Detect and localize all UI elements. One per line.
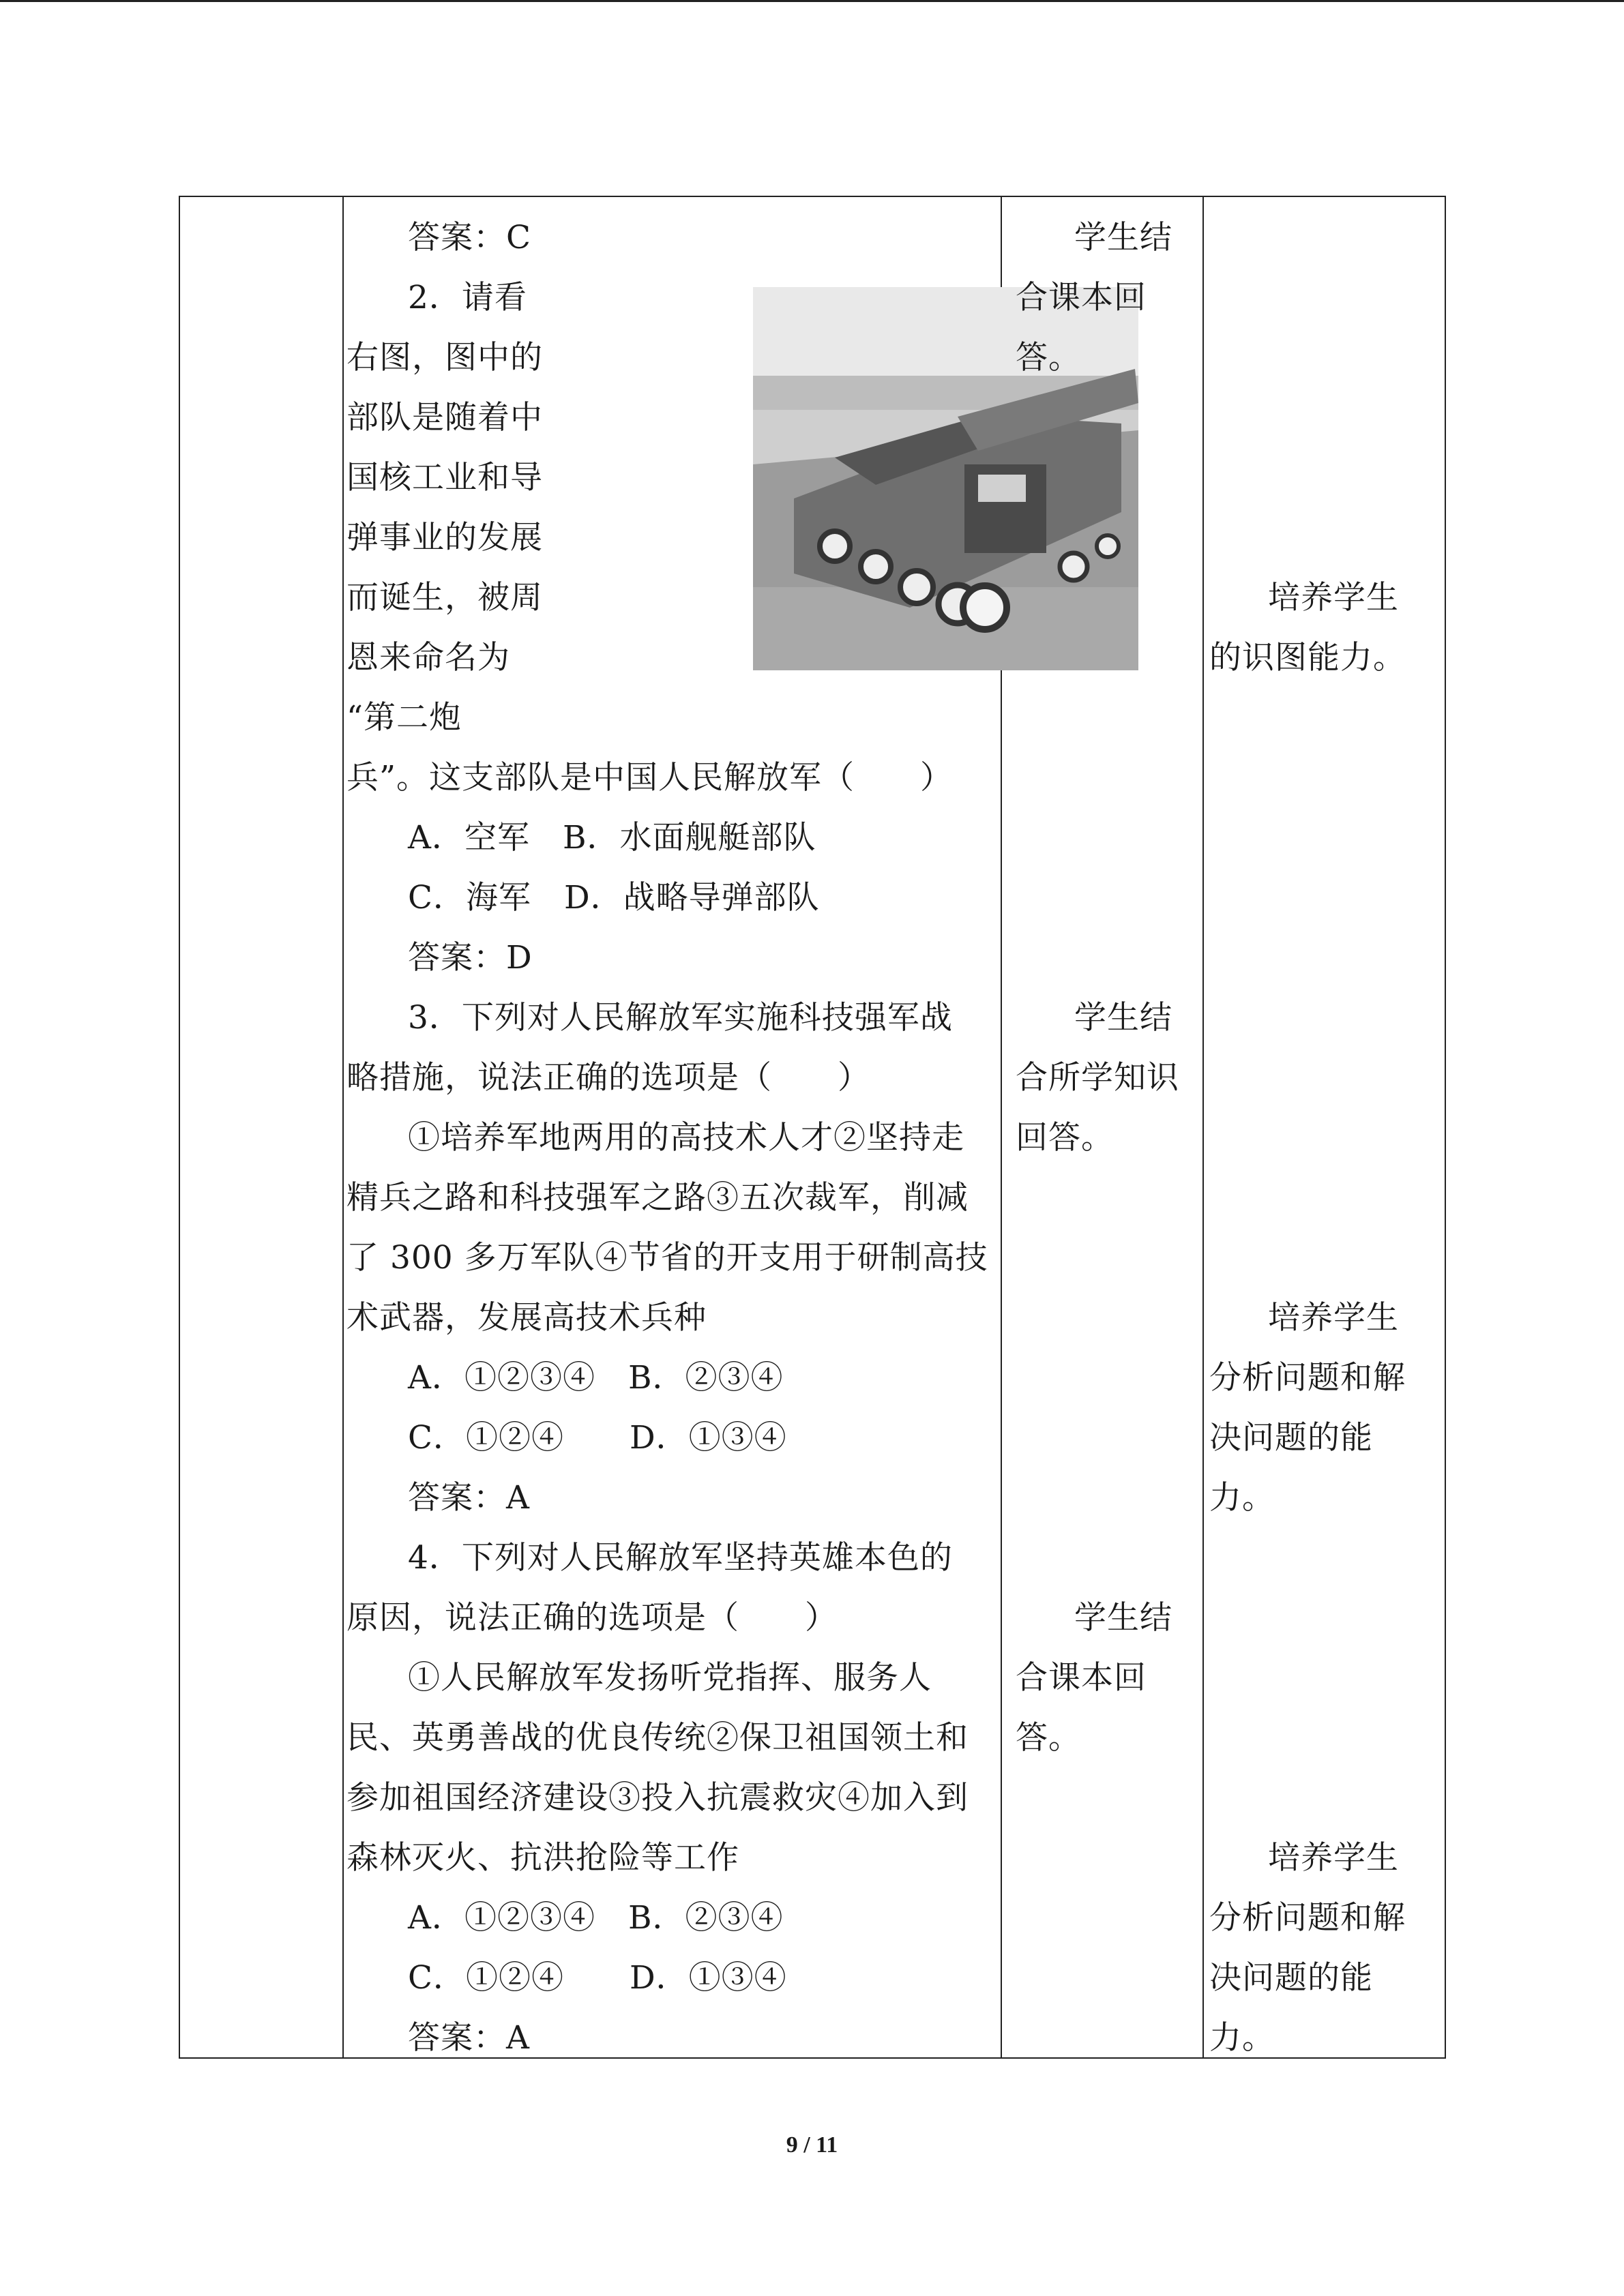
purpose-note-line: 培养学生 <box>1268 1839 1399 1877</box>
q2-stem-line: 部队是随着中 <box>346 399 543 436</box>
student-note-line: 合所学知识 <box>1016 1059 1179 1097</box>
cell-activity <box>344 197 1001 2057</box>
purpose-note-line: 力。 <box>1209 2019 1275 2057</box>
q2-options-line: A．空军 B．水面舰艇部队 <box>408 819 816 856</box>
student-note-line: 合课本回 <box>1016 279 1147 316</box>
q4-statement-line: 民、英勇善战的优良传统②保卫祖国领土和 <box>346 1719 969 1757</box>
purpose-note-line: 培养学生 <box>1268 579 1399 616</box>
q2-stem-line: 弹事业的发展 <box>346 519 543 556</box>
q3-stem-line: 3．下列对人民解放军实施科技强军战 <box>408 999 953 1037</box>
q2-stem-line: 而诞生，被周 <box>346 579 543 616</box>
q2-stem-line: 兵”。这支部队是中国人民解放军（ ） <box>346 759 954 796</box>
purpose-note-line: 分析问题和解 <box>1209 1359 1406 1397</box>
cell-student <box>1002 197 1202 2057</box>
q2-options-line: C．海军 D．战略导弹部队 <box>408 879 820 916</box>
q2-stem-line: 2．请看 <box>408 279 527 316</box>
student-note-line: 学生结 <box>1074 219 1172 256</box>
student-note-line: 学生结 <box>1074 1599 1172 1637</box>
student-note-line: 回答。 <box>1016 1119 1114 1157</box>
q2-stem-line: “第二炮 <box>346 699 462 736</box>
q2-stem-line: 国核工业和导 <box>346 459 543 496</box>
q3-stem-line: 略措施，说法正确的选项是（ ） <box>346 1059 870 1097</box>
q3-options-line: C．①②④ D．①③④ <box>408 1419 787 1457</box>
student-note-line: 答。 <box>1016 339 1081 376</box>
q4-statement-line: 参加祖国经济建设③投入抗震救灾④加入到 <box>346 1779 969 1817</box>
q4-statement-line: 森林灭火、抗洪抢险等工作 <box>346 1839 739 1877</box>
q2-answer: 答案：D <box>408 939 533 976</box>
student-note-line: 学生结 <box>1074 999 1172 1037</box>
purpose-note-line: 培养学生 <box>1268 1299 1399 1337</box>
q4-statement-line: ①人民解放军发扬听党指挥、服务人 <box>408 1659 932 1697</box>
q1-answer: 答案：C <box>408 219 531 256</box>
q3-statement-line: 术武器，发展高技术兵种 <box>346 1299 707 1337</box>
purpose-note-line: 决问题的能 <box>1209 1959 1373 1997</box>
lesson-table <box>179 196 1446 2059</box>
q2-stem-line: 恩来命名为 <box>346 639 510 676</box>
top-rule <box>0 0 1624 2</box>
q4-options-line: C．①②④ D．①③④ <box>408 1959 787 1997</box>
q4-options-line: A．①②③④ B．②③④ <box>408 1899 784 1937</box>
cell-stage <box>180 197 342 2057</box>
q2-stem-line: 右图，图中的 <box>346 339 543 376</box>
student-note-line: 合课本回 <box>1016 1659 1147 1697</box>
q3-statement-line: 了 300 多万军队④节省的开支用于研制高技 <box>346 1239 988 1277</box>
purpose-note-line: 决问题的能 <box>1209 1419 1373 1457</box>
purpose-note-line: 力。 <box>1209 1479 1275 1517</box>
q4-stem-line: 原因，说法正确的选项是（ ） <box>346 1599 838 1637</box>
q4-stem-line: 4．下列对人民解放军坚持英雄本色的 <box>408 1539 953 1577</box>
q3-statement-line: ①培养军地两用的高技术人才②坚持走 <box>408 1119 964 1157</box>
purpose-note-line: 分析问题和解 <box>1209 1899 1406 1937</box>
purpose-note-line: 的识图能力。 <box>1209 639 1406 676</box>
cell-purpose <box>1204 197 1446 2057</box>
student-note-line: 答。 <box>1016 1719 1081 1757</box>
q3-answer: 答案：A <box>408 1479 530 1517</box>
q4-answer: 答案：A <box>408 2019 530 2057</box>
q3-options-line: A．①②③④ B．②③④ <box>408 1359 784 1397</box>
q3-statement-line: 精兵之路和科技强军之路③五次裁军，削减 <box>346 1179 969 1217</box>
page-number: 9 / 11 <box>786 2132 838 2158</box>
